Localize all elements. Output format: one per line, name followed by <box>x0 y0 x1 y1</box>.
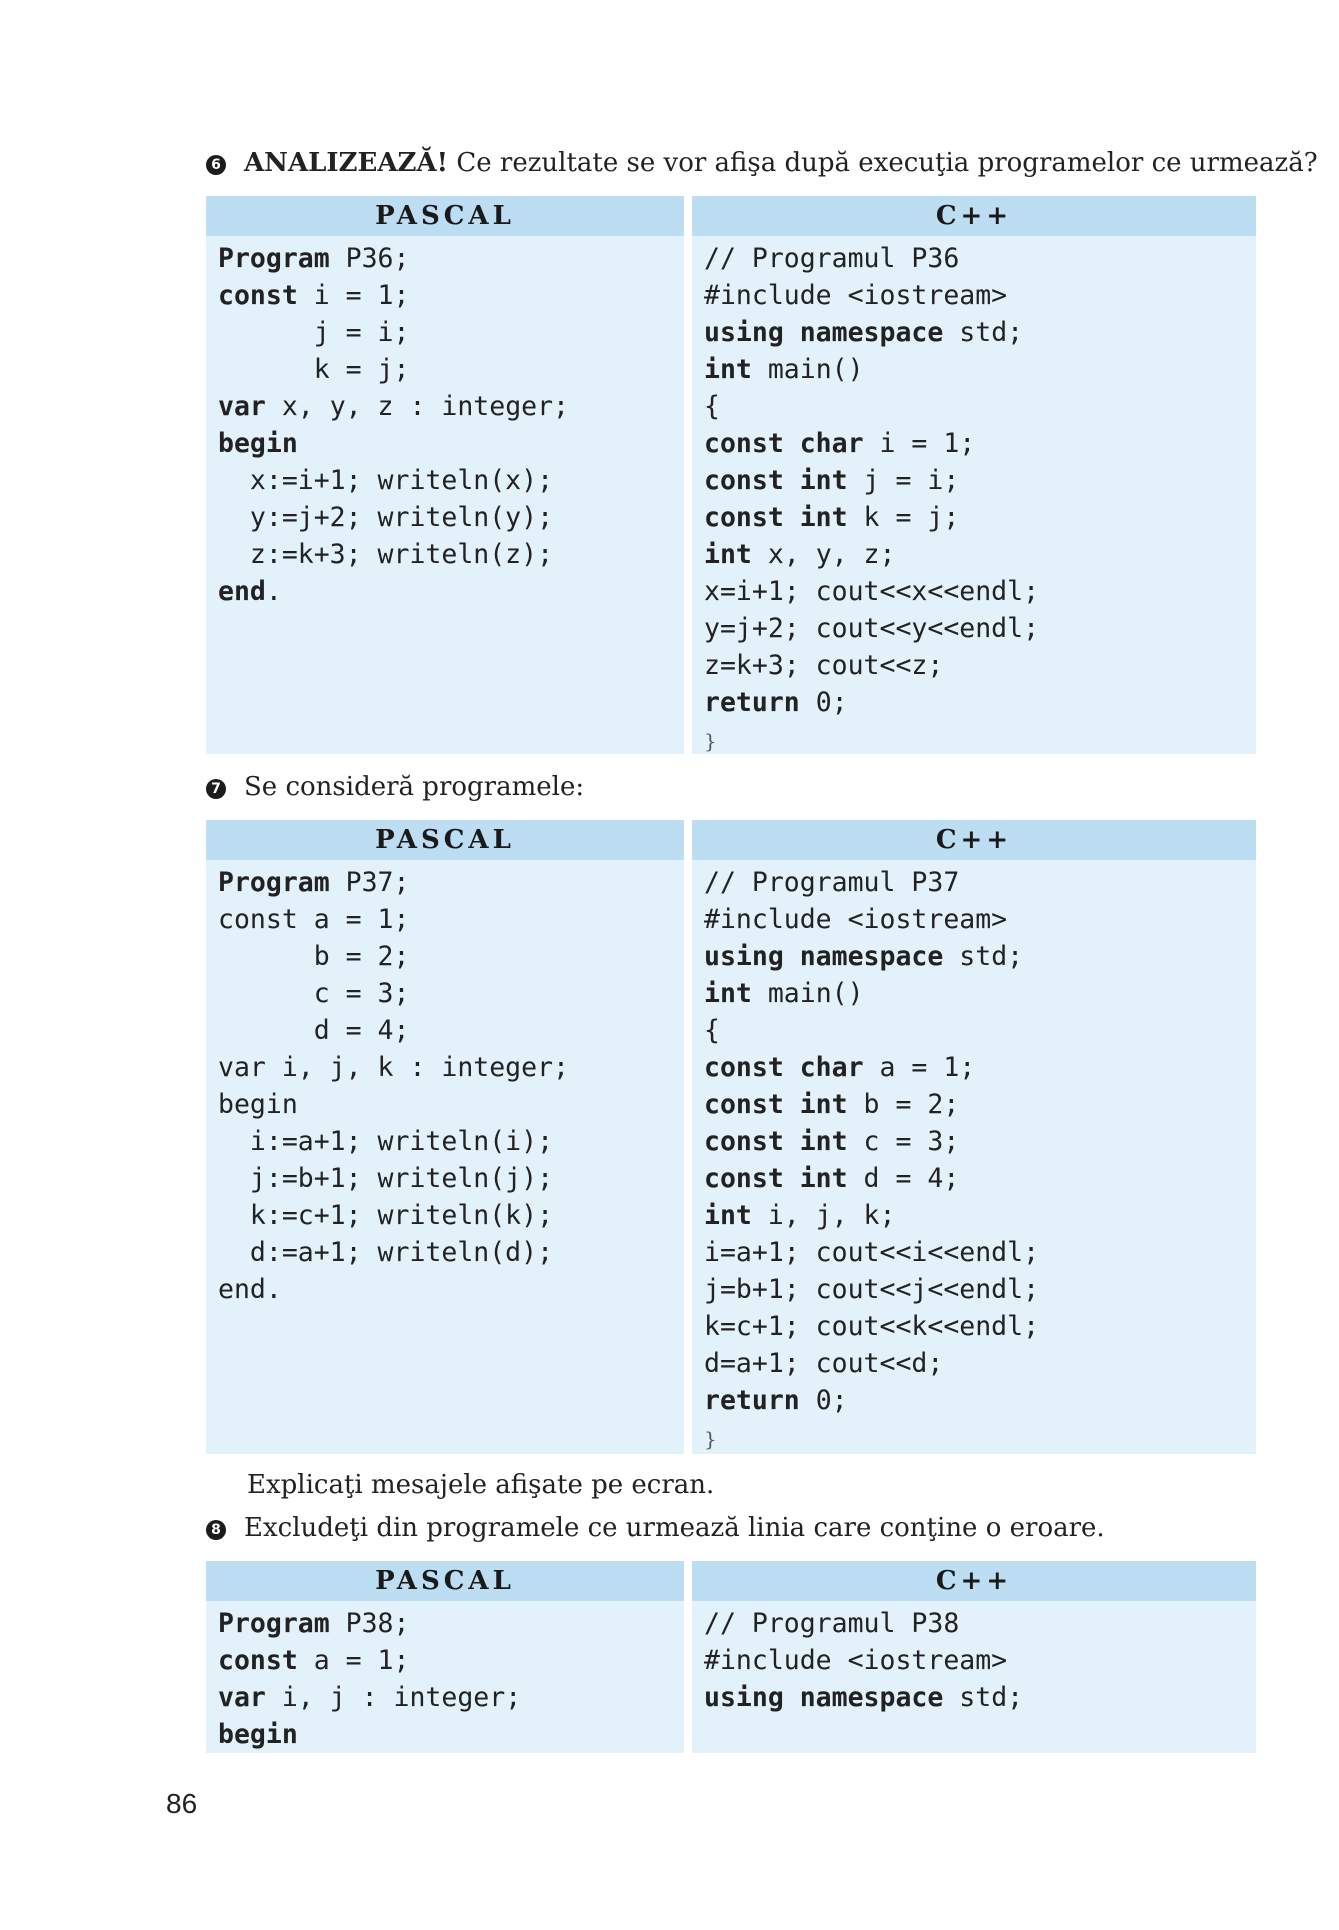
code-text: y=j+2; cout<<y<<endl; <box>704 613 1040 644</box>
code-line <box>704 721 1256 758</box>
code-line <box>704 864 1256 901</box>
code-line <box>218 1123 684 1160</box>
code-text: x=i+1; cout<<x<<endl; <box>704 576 1040 607</box>
page-number: 86 <box>166 1788 198 1819</box>
code-keyword: using namespace <box>704 317 944 348</box>
code-text: k=c+1; cout<<k<<endl; <box>704 1311 1040 1342</box>
code-keyword: const <box>218 1645 298 1676</box>
code-text: P37; <box>329 867 410 898</box>
cpp-header: C++ <box>692 196 1256 236</box>
code-keyword: int <box>704 539 752 570</box>
code-text: x:=i+1; writeln(x); <box>218 465 554 496</box>
code-line <box>704 1308 1256 1345</box>
code-keyword: return <box>704 687 800 718</box>
code-line <box>218 536 684 573</box>
code-text: std; <box>943 1682 1024 1713</box>
code-text: 0; <box>799 1385 848 1416</box>
code-text: d = 4; <box>847 1163 960 1194</box>
cpp-header: C++ <box>692 1561 1256 1601</box>
code-text: main() <box>751 978 864 1009</box>
code-keyword: using namespace <box>704 1682 944 1713</box>
code-line <box>218 1642 684 1679</box>
code-line <box>704 1086 1256 1123</box>
code-line <box>218 499 684 536</box>
cpp-column <box>692 820 1256 1454</box>
code-text: k = j; <box>847 502 960 533</box>
pascal-header: PASCAL <box>206 820 684 860</box>
code-text: b = 2; <box>847 1089 960 1120</box>
code-line <box>218 351 684 388</box>
code-text: z:=k+3; writeln(z); <box>218 539 554 570</box>
code-text: . <box>265 576 282 607</box>
code-keyword: return <box>704 1385 800 1416</box>
code-text: k = j; <box>218 354 410 385</box>
code-line <box>218 1160 684 1197</box>
code-line <box>704 647 1256 684</box>
pascal-column <box>206 820 684 1454</box>
code-line <box>218 864 684 901</box>
code-line <box>704 1234 1256 1271</box>
cpp-column <box>692 196 1256 754</box>
code-text: const a = 1; <box>218 904 410 935</box>
code-text: main() <box>751 354 864 385</box>
code-line <box>704 425 1256 462</box>
code-line <box>218 462 684 499</box>
code-line <box>218 1086 684 1123</box>
code-keyword: using namespace <box>704 941 944 972</box>
code-line <box>218 277 684 314</box>
code-line <box>704 1197 1256 1234</box>
code-text: std; <box>943 941 1024 972</box>
code-keyword: const int <box>704 1126 848 1157</box>
code-text: { <box>704 1015 720 1046</box>
code-line <box>704 462 1256 499</box>
question-6-text: Ce rezultate se vor afişa după execuţia programelor ce urmează? <box>448 148 1318 178</box>
question-7 <box>206 770 1266 804</box>
code-text: i = 1; <box>863 428 976 459</box>
code-line <box>704 1419 1256 1456</box>
code-line <box>704 1123 1256 1160</box>
code-keyword: const int <box>704 502 848 533</box>
code-keyword: const int <box>704 465 848 496</box>
question-7-text: Se consideră programele: <box>244 772 585 802</box>
code-text: d=a+1; cout<<d; <box>704 1348 944 1379</box>
code-text: c = 3; <box>218 978 410 1009</box>
question-7-note: Explicaţi mesajele afişate pe ecran. <box>247 1470 715 1500</box>
code-line <box>704 573 1256 610</box>
code-line <box>218 1049 684 1086</box>
code-text: var i, j, k : integer; <box>218 1052 569 1083</box>
code-text: j:=b+1; writeln(j); <box>218 1163 554 1194</box>
code-text: j = i; <box>218 317 410 348</box>
pascal-column <box>206 196 684 754</box>
code-text: b = 2; <box>218 941 410 972</box>
code-text: begin <box>218 1089 298 1120</box>
code-line <box>218 1234 684 1271</box>
code-table-p37 <box>206 820 1256 1454</box>
code-keyword: int <box>704 978 752 1009</box>
code-line <box>704 351 1256 388</box>
code-line <box>218 1271 684 1308</box>
question-6-keyword: ANALIZEAZĂ! <box>244 148 449 178</box>
question-8-text: Excludeţi din programele ce urmează linia care conţine o eroare. <box>244 1513 1105 1543</box>
code-line <box>218 975 684 1012</box>
code-brace: } <box>704 729 717 753</box>
code-line <box>704 1271 1256 1308</box>
code-keyword: var <box>218 391 266 422</box>
code-line <box>704 1605 1256 1642</box>
cpp-column <box>692 1561 1256 1753</box>
code-text: z=k+3; cout<<z; <box>704 650 944 681</box>
code-line <box>704 684 1256 721</box>
code-text: #include <iostream> <box>704 904 1008 935</box>
code-text: c = 3; <box>847 1126 960 1157</box>
code-line <box>218 1605 684 1642</box>
pascal-code <box>206 236 684 610</box>
code-keyword: int <box>704 1200 752 1231</box>
code-line <box>704 499 1256 536</box>
code-line <box>704 277 1256 314</box>
code-line <box>704 1345 1256 1382</box>
code-line <box>218 1679 684 1716</box>
code-text: i=a+1; cout<<i<<endl; <box>704 1237 1040 1268</box>
code-text: a = 1; <box>863 1052 976 1083</box>
cpp-header: C++ <box>692 820 1256 860</box>
code-line <box>218 1012 684 1049</box>
code-text: a = 1; <box>297 1645 410 1676</box>
code-line <box>704 938 1256 975</box>
code-line <box>704 1382 1256 1419</box>
question-8 <box>206 1511 1266 1545</box>
code-keyword: const char <box>704 1052 864 1083</box>
code-text: { <box>704 391 720 422</box>
code-text: y:=j+2; writeln(y); <box>218 502 554 533</box>
code-line <box>218 425 684 462</box>
code-text: d:=a+1; writeln(d); <box>218 1237 554 1268</box>
code-text: 0; <box>799 687 848 718</box>
question-6 <box>206 146 1318 180</box>
code-keyword: const <box>218 280 298 311</box>
code-text: x, y, z : integer; <box>265 391 570 422</box>
code-text: // Programul P38 <box>704 1608 960 1639</box>
code-line <box>218 240 684 277</box>
pascal-header: PASCAL <box>206 1561 684 1601</box>
code-table-p38 <box>206 1561 1256 1753</box>
code-keyword: begin <box>218 1719 298 1750</box>
code-keyword: end <box>218 576 266 607</box>
code-keyword: Program <box>218 1608 330 1639</box>
code-brace: } <box>704 1427 717 1451</box>
code-line <box>704 1160 1256 1197</box>
code-text: #include <iostream> <box>704 1645 1008 1676</box>
code-keyword: var <box>218 1682 266 1713</box>
code-line <box>218 1197 684 1234</box>
pascal-code <box>206 860 684 1308</box>
code-line <box>218 573 684 610</box>
code-line <box>704 314 1256 351</box>
code-text: j=b+1; cout<<j<<endl; <box>704 1274 1040 1305</box>
code-line <box>704 610 1256 647</box>
question-number-badge: 7 <box>206 779 226 799</box>
code-line <box>704 901 1256 938</box>
code-keyword: const char <box>704 428 864 459</box>
code-line <box>218 901 684 938</box>
code-keyword: int <box>704 354 752 385</box>
code-line <box>704 1012 1256 1049</box>
pascal-header: PASCAL <box>206 196 684 236</box>
code-line <box>218 1716 684 1753</box>
code-line <box>218 314 684 351</box>
code-text: #include <iostream> <box>704 280 1008 311</box>
code-text: j = i; <box>847 465 960 496</box>
code-text: P36; <box>329 243 410 274</box>
code-line <box>704 1679 1256 1716</box>
code-line <box>704 388 1256 425</box>
code-text: std; <box>943 317 1024 348</box>
pascal-code <box>206 1601 684 1753</box>
code-line <box>218 938 684 975</box>
code-keyword: Program <box>218 867 330 898</box>
code-line <box>704 240 1256 277</box>
code-text: d = 4; <box>218 1015 410 1046</box>
code-text: P38; <box>329 1608 410 1639</box>
cpp-code <box>692 236 1256 758</box>
question-number-badge: 6 <box>206 155 226 175</box>
code-text: k:=c+1; writeln(k); <box>218 1200 554 1231</box>
cpp-code <box>692 1601 1256 1716</box>
question-number-badge: 8 <box>206 1520 226 1540</box>
code-line <box>704 1049 1256 1086</box>
code-keyword: const int <box>704 1163 848 1194</box>
code-text: i:=a+1; writeln(i); <box>218 1126 554 1157</box>
code-line <box>704 1642 1256 1679</box>
code-keyword: Program <box>218 243 330 274</box>
code-text: end. <box>218 1274 282 1305</box>
code-line <box>218 388 684 425</box>
cpp-code <box>692 860 1256 1456</box>
code-text: x, y, z; <box>751 539 896 570</box>
code-text: i = 1; <box>297 280 410 311</box>
code-line <box>704 536 1256 573</box>
pascal-column <box>206 1561 684 1753</box>
code-keyword: const int <box>704 1089 848 1120</box>
code-line <box>704 975 1256 1012</box>
code-keyword: begin <box>218 428 298 459</box>
code-table-p36 <box>206 196 1256 754</box>
code-text: i, j : integer; <box>265 1682 522 1713</box>
code-text: // Programul P36 <box>704 243 960 274</box>
code-text: i, j, k; <box>751 1200 896 1231</box>
code-text: // Programul P37 <box>704 867 960 898</box>
